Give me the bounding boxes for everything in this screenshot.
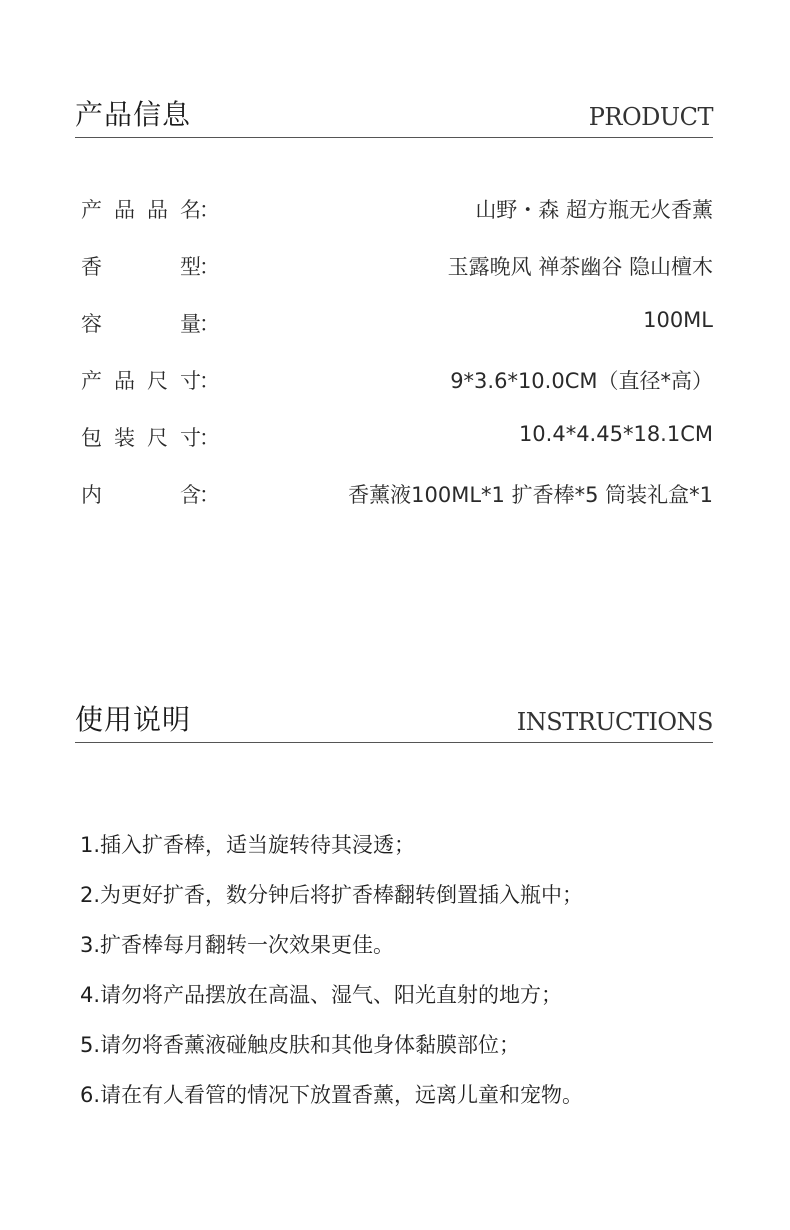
spec-colon: ：	[199, 255, 220, 279]
spec-colon: ：	[199, 198, 220, 222]
spec-value: 山野・森 超方瓶无火香薰	[475, 198, 713, 222]
instructions-section-title: 使用说明	[75, 703, 192, 736]
spec-colon: ：	[199, 312, 220, 336]
instructions-list	[80, 829, 720, 1129]
spec-value: 10.4*4.45*18.1CM	[518, 422, 713, 446]
spec-colon: ：	[199, 426, 220, 450]
spec-colon: ：	[199, 369, 220, 393]
spec-label: 内 含	[81, 483, 201, 507]
spec-label: 产 品 尺 寸	[81, 369, 201, 393]
spec-value: 100ML	[643, 308, 713, 332]
instruction-step: 3.扩香棒每月翻转一次效果更佳。	[80, 933, 395, 957]
spec-row-scent	[81, 245, 713, 302]
spec-row-capacity	[81, 302, 713, 359]
product-section-subtitle: PRODUCT	[588, 103, 713, 131]
spec-value: 9*3.6*10.0CM（直径*高）	[450, 369, 713, 393]
instruction-step: 5.请勿将香薰液碰触皮肤和其他身体黏膜部位；	[80, 1033, 521, 1057]
instruction-step: 1.插入扩香棒，适当旋转待其浸透；	[80, 833, 416, 857]
spec-label: 产 品 品 名	[81, 198, 201, 222]
spec-row-name	[81, 188, 713, 245]
spec-value: 香薰液100ML*1 扩香棒*5 筒装礼盒*1	[348, 483, 713, 507]
spec-row-package-size	[81, 416, 713, 473]
instruction-step: 6.请在有人看管的情况下放置香薰，远离儿童和宠物。	[80, 1083, 584, 1107]
spec-label: 香 型	[81, 255, 201, 279]
spec-colon: ：	[199, 483, 220, 507]
product-spec-table	[81, 188, 713, 530]
spec-row-contents	[81, 473, 713, 530]
instruction-step: 2.为更好扩香，数分钟后将扩香棒翻转倒置插入瓶中；	[80, 883, 584, 907]
spec-label: 容 量	[81, 312, 201, 336]
instructions-section-subtitle: INSTRUCTIONS	[516, 708, 713, 736]
instruction-step: 4.请勿将产品摆放在高温、湿气、阳光直射的地方；	[80, 983, 563, 1007]
spec-row-product-size	[81, 359, 713, 416]
instructions-section-header	[75, 700, 713, 743]
product-section-title: 产品信息	[75, 98, 192, 131]
spec-value: 玉露晚风 禅茶幽谷 隐山檀木	[447, 255, 713, 279]
spec-label: 包 装 尺 寸	[81, 426, 201, 450]
product-section-header	[75, 96, 713, 138]
